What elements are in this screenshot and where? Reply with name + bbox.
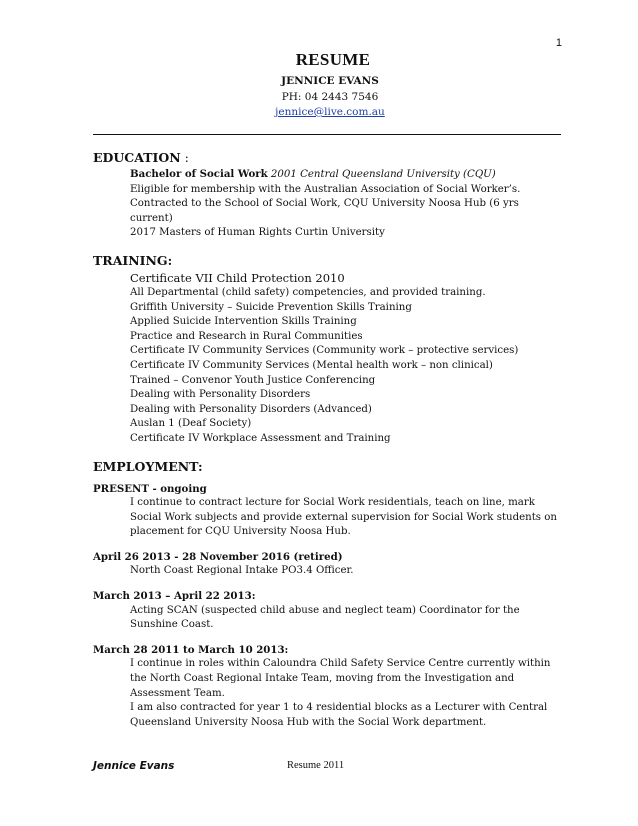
employment-list	[113, 657, 563, 730]
education-item: Contracted to the School of Social Work, CQU University Noosa Hub (6 yrs current)	[130, 198, 519, 224]
employment-item: North Coast Regional Intake PO3.4 Officer.	[130, 565, 354, 577]
employment-list	[113, 604, 563, 633]
training-item: Auslan 1 (Deaf Society)	[130, 418, 252, 430]
training-item: Certificate IV Community Services (Mental health work – non clinical)	[130, 359, 493, 371]
training-item: Practice and Research in Rural Communities	[130, 330, 363, 342]
employment-period: April 26 2013 - 28 November 2016 (retired)	[93, 550, 343, 563]
education-item: 2017 Masters of Human Rights Curtin University	[130, 227, 385, 239]
education-item: Bachelor of Social Work 2001 Central Queensland University (CQU)	[130, 168, 496, 180]
employment-period: March 28 2011 to March 10 2013:	[93, 643, 289, 656]
employment-period: March 2013 – April 22 2013:	[93, 590, 256, 603]
email-link[interactable]: jennice@live.com.au	[275, 106, 385, 118]
employment-list	[113, 496, 563, 540]
employment-item: I continue in roles within Caloundra Child Safety Service Centre currently within the North Coast Regional Intake Team, moving from the Investigation and Assessment Team.	[130, 658, 551, 699]
training-item: Applied Suicide Intervention Skills Training	[130, 316, 357, 328]
training-item: Dealing with Personality Disorders (Advanced)	[130, 403, 372, 415]
phone-number: PH: 04 2443 7546	[281, 90, 379, 103]
candidate-name: JENNICE EVANS	[281, 75, 379, 87]
education-item: Eligible for membership with the Australian Association of Social Worker’s.	[130, 183, 521, 195]
page-number: 1	[555, 37, 562, 49]
header-divider	[93, 134, 561, 135]
employment-heading: EMPLOYMENT:	[93, 458, 203, 474]
footer-author: Jennice Evans	[93, 760, 175, 772]
training-heading: TRAINING:	[93, 252, 173, 268]
training-item: Certificate VII Child Protection 2010	[130, 270, 345, 285]
resume-title: RESUME	[295, 50, 371, 69]
employment-item: I continue to contract lecture for Social Work residentials, teach on line, mark Social Work subjects and provide external supervision for Social Work students on placement for CQU University Noosa Hub.	[130, 497, 557, 538]
employment-period: PRESENT - ongoing	[93, 482, 207, 495]
footer-title: Resume 2011	[287, 760, 345, 771]
training-item: All Departmental (child safety) competencies, and provided training.	[130, 286, 486, 298]
employment-item: Acting SCAN (suspected child abuse and neglect team) Coordinator for the Sunshine Coast.	[130, 604, 520, 631]
training-item: Dealing with Personality Disorders	[130, 389, 311, 401]
training-item: Certificate IV Workplace Assessment and Training	[130, 432, 391, 444]
training-item: Certificate IV Community Services (Community work – protective services)	[130, 345, 519, 357]
training-item: Griffith University – Suicide Prevention Skills Training	[130, 301, 412, 313]
employment-item: I am also contracted for year 1 to 4 residential blocks as a Lecturer with Central Queensland University Noosa Hub with the Social Work department.	[130, 702, 548, 728]
training-item: Trained – Convenor Youth Justice Conferencing	[130, 374, 376, 386]
resume-header	[0, 50, 638, 121]
resume-body	[93, 149, 563, 730]
employment-list	[113, 564, 563, 579]
education-heading: EDUCATION :	[93, 150, 189, 165]
education-list	[113, 167, 563, 241]
training-list	[113, 270, 563, 447]
